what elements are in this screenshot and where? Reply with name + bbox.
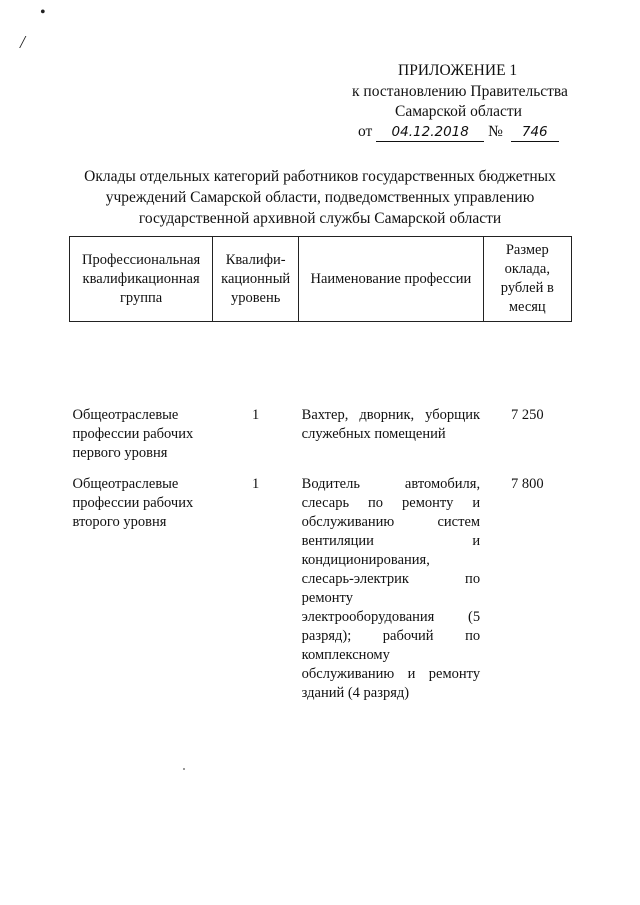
- salary-table: [69, 236, 572, 703]
- scan-slash-mark: /: [20, 32, 26, 52]
- header-profession: Наименование профессии: [299, 237, 483, 322]
- header-level: Квалифи-кационный уровень: [213, 237, 299, 322]
- table-header-row: [70, 237, 572, 322]
- number-label: №: [488, 123, 503, 140]
- appendix-title: ПРИЛОЖЕНИЕ 1: [398, 62, 518, 79]
- row-professions: Водитель автомобиля, слесарь по ремонту и обслуживанию систем вентиляции и кондиционирования, слесарь-электрик по ремонту электрооборудования (5 разряд); рабочий по комплексному обслуживанию и ремонту зданий (4 разряд): [301, 476, 481, 701]
- row-group: Общеотраслевые профессии рабочих первого уровня: [72, 407, 194, 461]
- from-label: от: [358, 123, 373, 140]
- header-group: Профессиональная квалификационная группа: [70, 237, 213, 322]
- appendix-decree-line: к постановлению Правительства: [352, 83, 568, 100]
- row-salary: 7 800: [510, 476, 544, 492]
- row-level: 1: [252, 407, 260, 423]
- row-professions: Вахтер, дворник, уборщик служебных помещений: [301, 407, 481, 442]
- handwritten-date: 04.12.2018: [376, 124, 484, 142]
- table-row: [70, 322, 572, 464]
- appendix-date-number-line: [358, 121, 559, 142]
- row-level: 1: [252, 476, 260, 492]
- handwritten-number: 746: [511, 124, 559, 142]
- row-salary: 7 250: [510, 407, 544, 423]
- header-salary: Размер оклада, рублей в месяц: [483, 237, 571, 322]
- scan-dot-mark: •: [40, 4, 46, 21]
- table-row: [70, 463, 572, 703]
- scan-speck: [183, 768, 185, 770]
- appendix-region-line: Самарской области: [395, 103, 522, 120]
- document-heading: Оклады отдельных категорий работников государственных бюджетных учреждений Самарской области, подведомственных управлению государственной архивной службы Самарской области: [84, 168, 556, 227]
- row-group: Общеотраслевые профессии рабочих второго уровня: [72, 476, 194, 530]
